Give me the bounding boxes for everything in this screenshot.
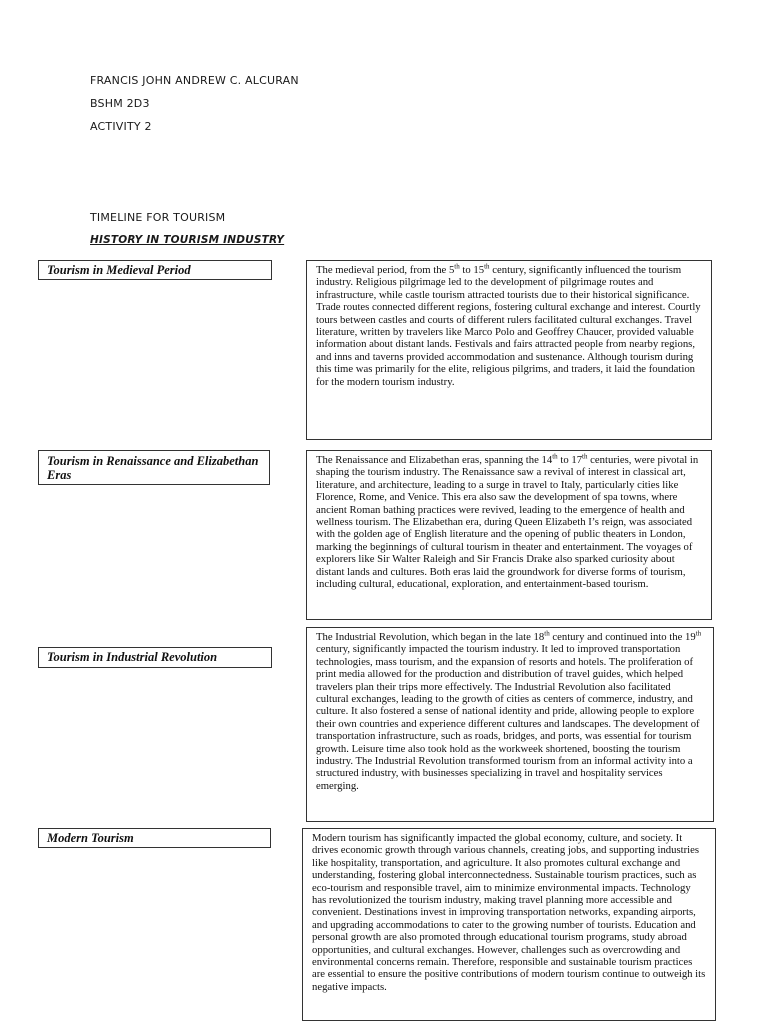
period-label-medieval: Tourism in Medieval Period — [38, 260, 272, 280]
section-code: BSHM 2D3 — [90, 97, 150, 110]
period-label-renaissance: Tourism in Renaissance and Elizabethan Eras — [38, 450, 270, 485]
period-text-industrial: The Industrial Revolution, which began in the late 18th century and continued into the 19th century, significantly impacted the tourism industry. It led to improved transportation technologies, mass tourism, and the expansion of resorts and hotels. The proliferation of print media allowed for the production and distribution of travel guides, which helped travelers plan their trips more effectively. The Industrial Revolution also facilitated cultural exchanges, leading to the growth of cities as centers of commerce, industry, and culture. It also fostered a sense of national identity and pride, allowing people to explore their own countries and experience different cultures and landscapes. The development of transportation infrastructure, such as roads, bridges, and ports, was essential for tourism growth. Leisure time also took hold as the workweek shortened, boosting the tourism industry. The Industrial Revolution transformed tourism from an informal activity into a structured industry, with businesses specializing in travel and hospitality services emerging. — [306, 627, 714, 822]
student-name: FRANCIS JOHN ANDREW C. ALCURAN — [90, 74, 299, 87]
history-heading: HISTORY IN TOURISM INDUSTRY — [90, 234, 285, 246]
period-label-industrial: Tourism in Industrial Revolution — [38, 647, 272, 668]
period-text-modern: Modern tourism has significantly impacted the global economy, culture, and society. It drives economic growth through various channels, creating jobs, and supporting industries like hospitality, transportation, and agriculture. It also promotes cultural exchange and understanding, fostering global interconnectedness. Sustainable tourism practices, such as eco-tourism and responsible travel, aim to minimize environmental impacts. Technology has revolutionized the tourism industry, making travel planning more accessible and convenient. Destinations invest in improving transportation networks, expanding airports, and upgrading accommodations to cater to the growing number of tourists. Education and personal growth are also promoted through educational tourism programs, study abroad opportunities, and cultural exchanges. However, challenges such as overcrowding and environmental concerns remain. Therefore, responsible and sustainable tourism practices are essential to ensure the positive contributions of modern tourism continue to outweigh its negative impacts. — [302, 828, 716, 1021]
period-text-medieval: The medieval period, from the 5th to 15th century, significantly influenced the tourism industry. Religious pilgrimage led to the development of pilgrimage routes and infrastructure, while castle tourism attracted tourists due to their historical significance. Trade routes connected different regions, fostering cultural exchange and interest. Courtly tours between castles and courts of different rulers facilitated cultural exchanges. Travel literature, written by travelers like Marco Polo and Geoffrey Chaucer, provided valuable information about distant lands. Festivals and fairs attracted people from nearby regions, and inns and taverns provided accommodation and sustenance. Although tourism during this time was primarily for the elite, religious pilgrims, and traders, it laid the foundation for the modern tourism industry. — [306, 260, 712, 440]
period-label-modern: Modern Tourism — [38, 828, 271, 848]
period-text-renaissance: The Renaissance and Elizabethan eras, spanning the 14th to 17th centuries, were pivotal in shaping the tourism industry. The Renaissance saw a revival of interest in classical art, literature, and architecture, leading to a surge in travel to Italy, particularly cities like Florence, Rome, and Venice. This era also saw the development of spa towns, where ancient Roman bathing practices were revived, leading to the emergence of health and wellness tourism. The Elizabethan era, during Queen Elizabeth I’s reign, was associated with the golden age of English literature and the opening of public theaters in London, marking the beginnings of cultural tourism in theater and entertainment. The voyages of explorers like Sir Walter Raleigh and Sir Francis Drake also sparked curiosity about distant lands and cultures. Both eras laid the groundwork for diverse forms of tourism, including cultural, educational, exploration, and entertainment-based tourism. — [306, 450, 712, 620]
activity-title: ACTIVITY 2 — [90, 120, 152, 133]
timeline-title: TIMELINE FOR TOURISM — [90, 211, 226, 224]
